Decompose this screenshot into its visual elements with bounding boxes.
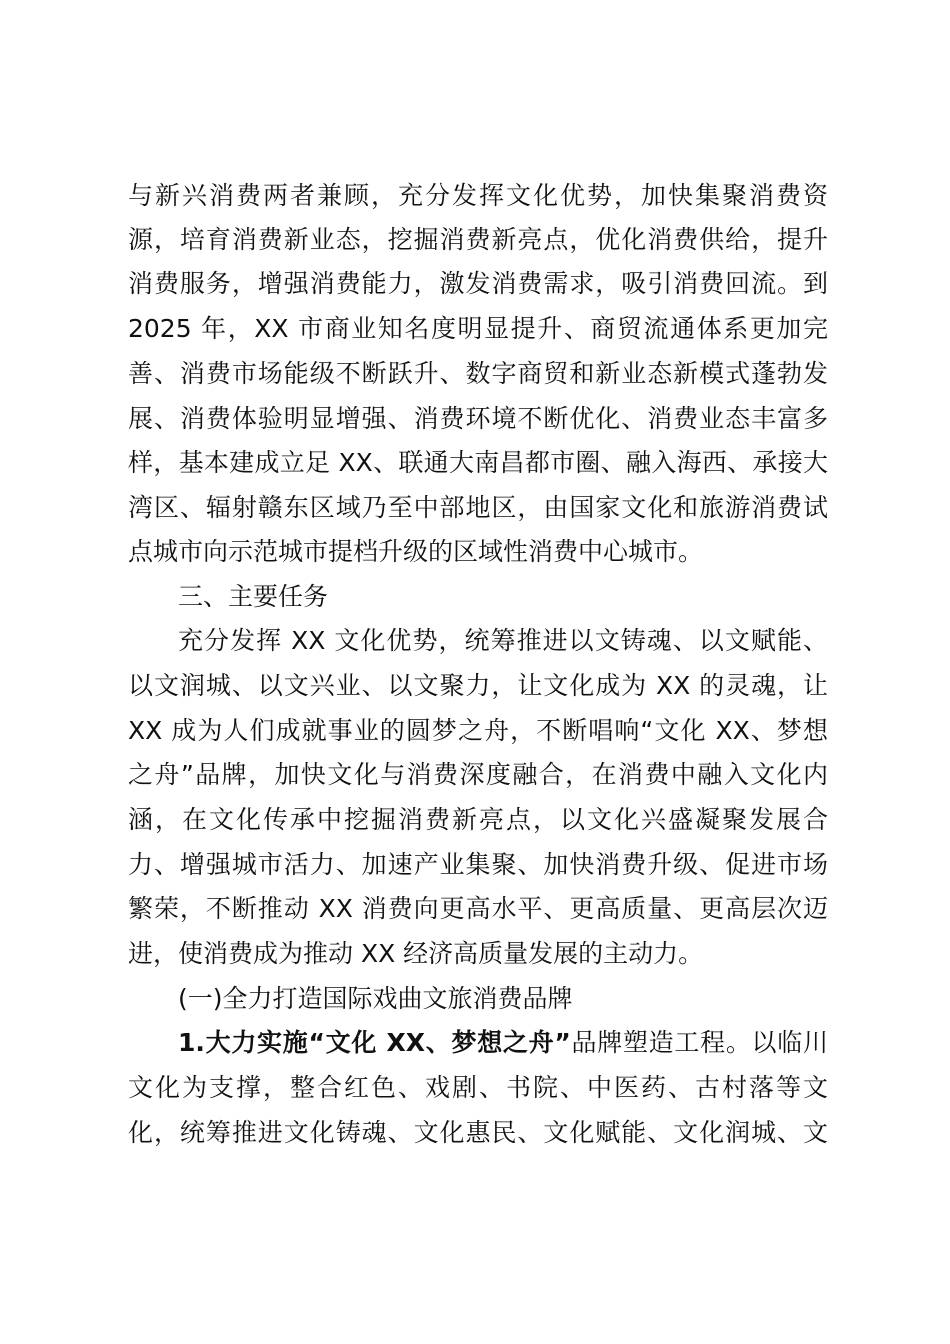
paragraph-line: 之舟”品牌，加快文化与消费深度融合，在消费中融入文化内 <box>128 760 828 789</box>
section-heading: 三、主要任务 <box>178 582 329 611</box>
paragraph-line: 湾区、辐射赣东区域乃至中部地区，由国家文化和旅游消费试 <box>128 493 828 522</box>
paragraph-line: 消费服务，增强消费能力，激发消费需求，吸引消费回流。到 <box>128 269 828 298</box>
paragraph-line: 以文润城、以文兴业、以文聚力，让文化成为 XX 的灵魂，让 <box>128 671 828 700</box>
subsection-heading: (一)全力打造国际戏曲文旅消费品牌 <box>178 984 573 1013</box>
paragraph-line: 点城市向示范城市提档升级的区域性消费中心城市。 <box>128 537 704 566</box>
paragraph-line: 充分发挥 XX 文化优势，统筹推进以文铸魂、以文赋能、 <box>178 626 828 655</box>
paragraph-line <box>178 1021 828 1065</box>
paragraph-line: XX 成为人们成就事业的圆梦之舟，不断唱响“文化 XX、梦想 <box>128 716 828 745</box>
paragraph-line: 与新兴消费两者兼顾，充分发挥文化优势，加快集聚消费资 <box>128 181 828 210</box>
paragraph-line: 繁荣，不断推动 XX 消费向更高水平、更高质量、更高层次迈 <box>128 894 828 923</box>
paragraph-line: 2025 年，XX 市商业知名度明显提升、商贸流通体系更加完 <box>128 314 828 343</box>
paragraph-line: 文化为支撑，整合红色、戏剧、书院、中医药、古村落等文 <box>128 1073 828 1102</box>
paragraph-line: 善、消费市场能级不断跃升、数字商贸和新业态新模式蓬勃发 <box>128 359 828 388</box>
paragraph-line: 进，使消费成为推动 XX 经济高质量发展的主动力。 <box>128 939 704 968</box>
item-heading: 1.大力实施“文化 XX、梦想之舟” <box>178 1028 571 1057</box>
paragraph-line: 涵，在文化传承中挖掘消费新亮点，以文化兴盛凝聚发展合 <box>128 805 828 834</box>
paragraph-line: 展、消费体验明显增强、消费环境不断优化、消费业态丰富多 <box>128 404 828 433</box>
paragraph-line: 源，培育消费新业态，挖掘消费新亮点，优化消费供给，提升 <box>128 225 828 254</box>
paragraph-line: 化，统筹推进文化铸魂、文化惠民、文化赋能、文化润城、文 <box>128 1118 828 1147</box>
paragraph-line: 样，基本建成立足 XX、联通大南昌都市圈、融入海西、承接大 <box>128 448 828 477</box>
item-text: 品牌塑造工程。以临川 <box>570 1028 828 1057</box>
paragraph-line: 力、增强城市活力、加速产业集聚、加快消费升级、促进市场 <box>128 850 828 879</box>
